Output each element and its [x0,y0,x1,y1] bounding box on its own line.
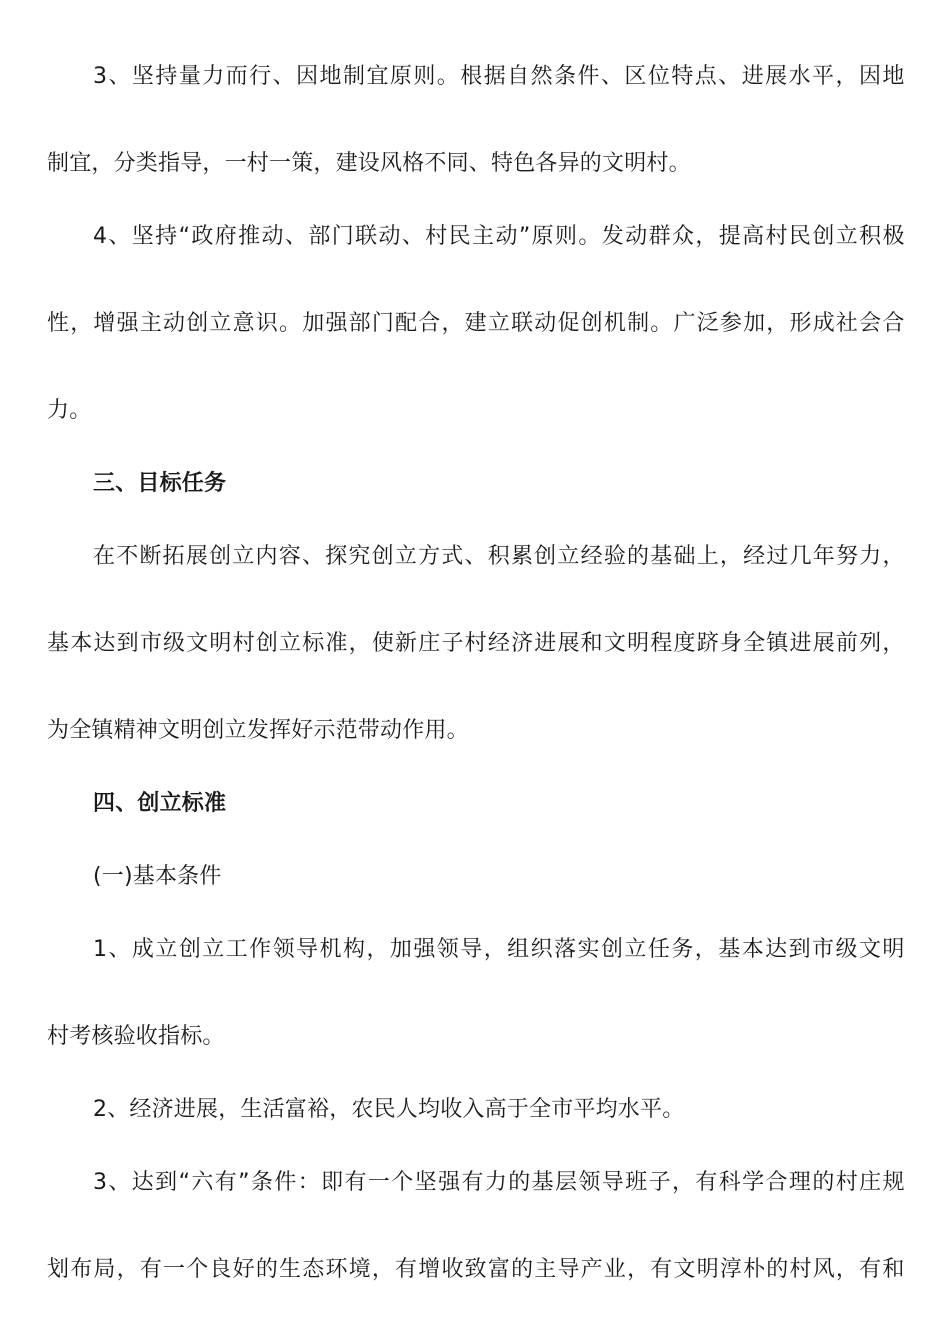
body-text-line: 基 本 达 到 市 级 文 明 村 创 立 标 准 ， 使 新 庄 子 村 经 济 进 展 和 文 明 程 度 跻 身 全 镇 进 展 前 列 ， [47,631,905,656]
body-text-line: 划 布 局 ， 有 一 个 良 好 的 生 态 环 境 ， 有 增 收 致 富 的 主 导 产 业 ， 有 文 明 淳 朴 的 村 风 ， 有 和 [47,1257,905,1282]
subsection-heading: (一)基本条件 [93,864,222,889]
body-text-line: 制宜，分类指导，一村一策，建设风格不同、特色各异的文明村。 [47,151,691,176]
section-heading: 三、目标任务 [93,471,227,496]
body-text-line: 力。 [47,398,92,423]
body-text-line: 4 、 坚 持 “ 政 府 推 动 、 部 门 联 动 、 村 民 主 动 ” 原 则 。 发 动 群 众 ， 提 高 村 民 创 立 积 极 [93,224,905,249]
section-heading: 四、创立标准 [93,791,227,816]
body-text-line: 村考核验收指标。 [47,1024,225,1049]
body-text-line: 3 、 达 到 “ 六 有 ” 条 件 ： 即 有 一 个 坚 强 有 力 的 基 层 领 导 班 子 ， 有 科 学 合 理 的 村 庄 规 [93,1170,905,1195]
body-text-line: 2、经济进展，生活富裕，农民人均收入高于全市平均水平。 [93,1097,685,1122]
body-text-line: 为全镇精神文明创立发挥好示范带动作用。 [47,718,469,743]
body-text-line: 性 ， 增 强 主 动 创 立 意 识 。 加 强 部 门 配 合 ， 建 立 联 动 促 创 机 制 。 广 泛 参 加 ， 形 成 社 会 合 [47,311,905,336]
body-text-line: 3 、 坚 持 量 力 而 行 、 因 地 制 宜 原 则 。 根 据 自 然 条 件 、 区 位 特 点 、 进 展 水 平 ， 因 地 [93,64,905,89]
body-text-line: 在 不 断 拓 展 创 立 内 容 、 探 究 创 立 方 式 、 积 累 创 立 经 验 的 基 础 上 ， 经 过 几 年 努 力 ， [93,544,905,569]
body-text-line: 1 、 成 立 创 立 工 作 领 导 机 构 ， 加 强 领 导 ， 组 织 落 实 创 立 任 务 ， 基 本 达 到 市 级 文 明 [93,937,905,962]
